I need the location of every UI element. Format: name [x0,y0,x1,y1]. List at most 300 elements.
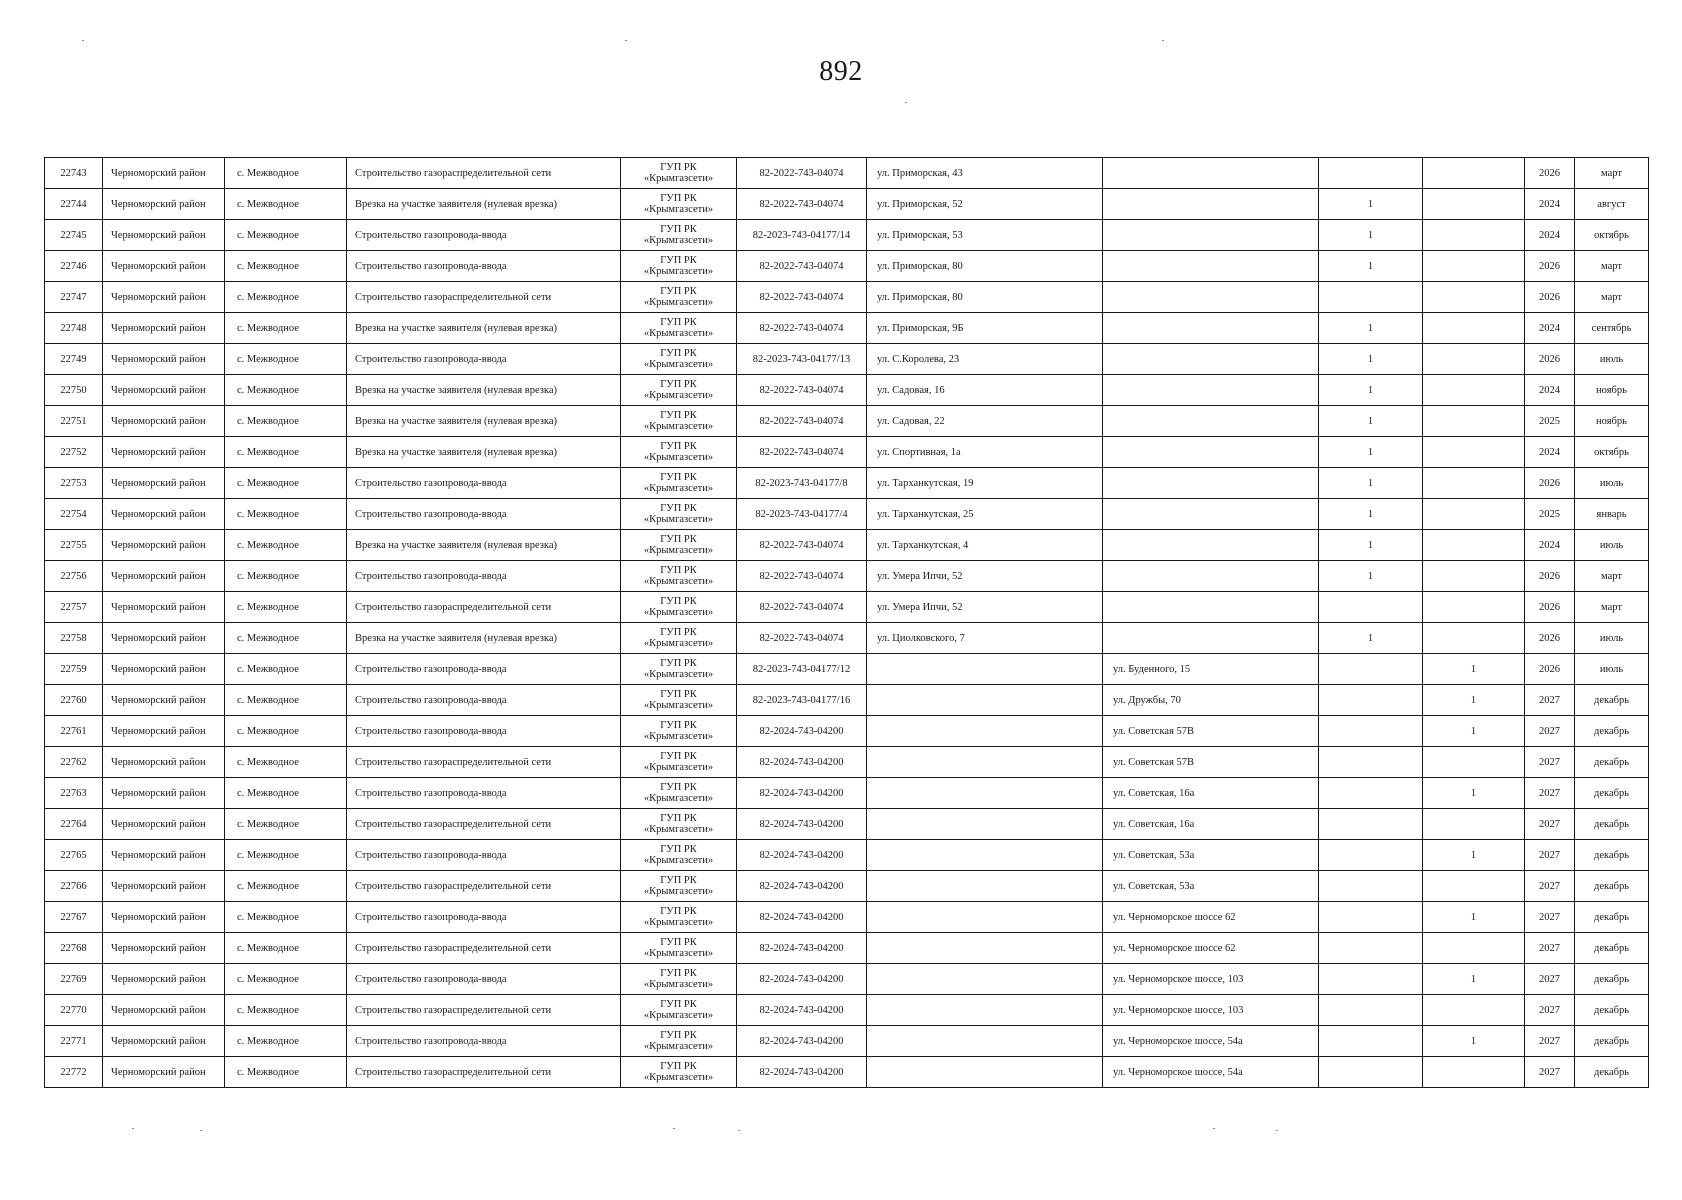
count-alt-cell [1423,220,1525,251]
address-alt-cell [1103,468,1319,499]
organization-name: ГУП РК [660,658,697,669]
count-cell [1319,964,1423,995]
code-cell: 82-2022-743-04074 [737,530,867,561]
year-cell: 2027 [1525,716,1575,747]
district-cell: Черноморский район [103,654,225,685]
settlement-cell: с. Межводное [225,964,347,995]
organization-brand: «Крымгазсети» [643,514,714,525]
month-cell: июль [1575,468,1649,499]
work-type-cell: Врезка на участке заявителя (нулевая врезка) [347,530,621,561]
code-cell: 82-2022-743-04074 [737,313,867,344]
organization-cell [621,344,737,375]
district-cell: Черноморский район [103,437,225,468]
address-alt-cell: ул. Советская, 53а [1103,840,1319,871]
organization-name: ГУП РК [660,1061,697,1072]
district-cell: Черноморский район [103,561,225,592]
organization-cell [621,840,737,871]
organization-cell [621,1026,737,1057]
count-alt-cell: 1 [1423,902,1525,933]
organization-brand: «Крымгазсети» [643,359,714,370]
work-type-cell: Строительство газопровода-ввода [347,251,621,282]
work-type-cell: Строительство газопровода-ввода [347,778,621,809]
address-alt-cell [1103,530,1319,561]
settlement-cell: с. Межводное [225,437,347,468]
address-cell: ул. Тарханкутская, 25 [867,499,1103,530]
organization-brand: «Крымгазсети» [643,1010,714,1021]
organization-cell [621,747,737,778]
district-cell: Черноморский район [103,189,225,220]
row-number: 22745 [45,220,103,251]
code-cell: 82-2024-743-04200 [737,778,867,809]
settlement-cell: с. Межводное [225,995,347,1026]
code-cell: 82-2023-743-04177/14 [737,220,867,251]
settlement-cell: с. Межводное [225,499,347,530]
settlement-cell: с. Межводное [225,406,347,437]
table-row [45,189,1649,220]
address-cell: ул. Умера Ипчи, 52 [867,561,1103,592]
table-row [45,220,1649,251]
month-cell: март [1575,561,1649,592]
settlement-cell: с. Межводное [225,189,347,220]
count-alt-cell: 1 [1423,716,1525,747]
organization-name: ГУП РК [660,906,697,917]
page-number: 892 [819,56,863,87]
address-cell [867,1026,1103,1057]
settlement-cell: с. Межводное [225,840,347,871]
row-number: 22756 [45,561,103,592]
table-row [45,995,1649,1026]
settlement-cell: с. Межводное [225,716,347,747]
table-row [45,561,1649,592]
row-number: 22772 [45,1057,103,1088]
organization-brand: «Крымгазсети» [643,328,714,339]
code-cell: 82-2024-743-04200 [737,747,867,778]
year-cell: 2026 [1525,468,1575,499]
address-cell: ул. Циолковского, 7 [867,623,1103,654]
code-cell: 82-2024-743-04200 [737,871,867,902]
count-cell: 1 [1319,189,1423,220]
organization-brand: «Крымгазсети» [643,948,714,959]
year-cell: 2027 [1525,809,1575,840]
organization-name: ГУП РК [660,410,697,421]
settlement-cell: с. Межводное [225,375,347,406]
month-cell: март [1575,158,1649,189]
count-cell: 1 [1319,468,1423,499]
organization-brand: «Крымгазсети» [643,793,714,804]
count-cell [1319,778,1423,809]
organization-brand: «Крымгазсети» [643,886,714,897]
count-alt-cell: 1 [1423,654,1525,685]
table-row [45,375,1649,406]
work-type-cell: Врезка на участке заявителя (нулевая врезка) [347,189,621,220]
organization-brand: «Крымгазсети» [643,266,714,277]
row-number: 22760 [45,685,103,716]
register-table [44,157,1649,1088]
district-cell: Черноморский район [103,902,225,933]
code-cell: 82-2024-743-04200 [737,809,867,840]
year-cell: 2026 [1525,251,1575,282]
settlement-cell: с. Межводное [225,282,347,313]
organization-name: ГУП РК [660,875,697,886]
month-cell: декабрь [1575,964,1649,995]
code-cell: 82-2024-743-04200 [737,1057,867,1088]
table-row [45,158,1649,189]
year-cell: 2024 [1525,189,1575,220]
organization-cell [621,995,737,1026]
organization-name: ГУП РК [660,286,697,297]
organization-name: ГУП РК [660,224,697,235]
settlement-cell: с. Межводное [225,685,347,716]
year-cell: 2027 [1525,933,1575,964]
count-cell: 1 [1319,406,1423,437]
organization-name: ГУП РК [660,441,697,452]
organization-brand: «Крымгазсети» [643,390,714,401]
count-alt-cell [1423,437,1525,468]
count-cell: 1 [1319,313,1423,344]
organization-cell [621,158,737,189]
code-cell: 82-2024-743-04200 [737,716,867,747]
month-cell: декабрь [1575,840,1649,871]
address-alt-cell [1103,344,1319,375]
settlement-cell: с. Межводное [225,344,347,375]
table-row [45,251,1649,282]
address-cell: ул. Приморская, 80 [867,251,1103,282]
row-number: 22768 [45,933,103,964]
table-row [45,685,1649,716]
month-cell: март [1575,282,1649,313]
year-cell: 2026 [1525,344,1575,375]
organization-cell [621,902,737,933]
month-cell: декабрь [1575,1026,1649,1057]
address-cell: ул. Приморская, 53 [867,220,1103,251]
district-cell: Черноморский район [103,809,225,840]
address-cell [867,933,1103,964]
organization-cell [621,592,737,623]
address-alt-cell: ул. Черноморское шоссе, 103 [1103,995,1319,1026]
row-number: 22753 [45,468,103,499]
year-cell: 2026 [1525,158,1575,189]
address-alt-cell: ул. Черноморское шоссе, 103 [1103,964,1319,995]
count-alt-cell [1423,995,1525,1026]
address-alt-cell [1103,437,1319,468]
address-cell: ул. Тарханкутская, 4 [867,530,1103,561]
settlement-cell: с. Межводное [225,933,347,964]
month-cell: декабрь [1575,778,1649,809]
table-row [45,964,1649,995]
row-number: 22765 [45,840,103,871]
count-cell [1319,809,1423,840]
address-alt-cell [1103,592,1319,623]
address-alt-cell: ул. Советская, 16а [1103,809,1319,840]
count-cell [1319,654,1423,685]
year-cell: 2026 [1525,592,1575,623]
count-cell [1319,158,1423,189]
count-alt-cell [1423,747,1525,778]
organization-brand: «Крымгазсети» [643,917,714,928]
address-cell [867,902,1103,933]
address-alt-cell [1103,406,1319,437]
month-cell: ноябрь [1575,406,1649,437]
settlement-cell: с. Межводное [225,530,347,561]
organization-cell [621,654,737,685]
organization-cell [621,933,737,964]
year-cell: 2027 [1525,778,1575,809]
count-alt-cell [1423,499,1525,530]
organization-cell [621,561,737,592]
count-cell [1319,592,1423,623]
count-cell [1319,716,1423,747]
organization-brand: «Крымгазсети» [643,638,714,649]
row-number: 22758 [45,623,103,654]
work-type-cell: Строительство газопровода-ввода [347,1026,621,1057]
year-cell: 2024 [1525,530,1575,561]
count-cell [1319,1057,1423,1088]
code-cell: 82-2023-743-04177/12 [737,654,867,685]
work-type-cell: Строительство газораспределительной сети [347,933,621,964]
district-cell: Черноморский район [103,871,225,902]
month-cell: июль [1575,654,1649,685]
table-row [45,344,1649,375]
row-number: 22771 [45,1026,103,1057]
organization-cell [621,809,737,840]
organization-cell [621,189,737,220]
address-cell [867,840,1103,871]
year-cell: 2024 [1525,437,1575,468]
district-cell: Черноморский район [103,406,225,437]
table-row [45,654,1649,685]
work-type-cell: Строительство газораспределительной сети [347,747,621,778]
count-alt-cell: 1 [1423,964,1525,995]
organization-name: ГУП РК [660,782,697,793]
row-number: 22743 [45,158,103,189]
work-type-cell: Строительство газопровода-ввода [347,654,621,685]
organization-name: ГУП РК [660,720,697,731]
district-cell: Черноморский район [103,778,225,809]
address-cell: ул. Приморская, 9Б [867,313,1103,344]
month-cell: декабрь [1575,809,1649,840]
settlement-cell: с. Межводное [225,747,347,778]
table-row [45,282,1649,313]
work-type-cell: Строительство газораспределительной сети [347,282,621,313]
organization-brand: «Крымгазсети» [643,421,714,432]
code-cell: 82-2022-743-04074 [737,623,867,654]
organization-name: ГУП РК [660,348,697,359]
year-cell: 2026 [1525,561,1575,592]
row-number: 22752 [45,437,103,468]
work-type-cell: Строительство газораспределительной сети [347,995,621,1026]
table-row [45,623,1649,654]
district-cell: Черноморский район [103,158,225,189]
work-type-cell: Строительство газопровода-ввода [347,685,621,716]
work-type-cell: Врезка на участке заявителя (нулевая врезка) [347,623,621,654]
month-cell: январь [1575,499,1649,530]
work-type-cell: Строительство газопровода-ввода [347,716,621,747]
code-cell: 82-2024-743-04200 [737,995,867,1026]
address-alt-cell [1103,313,1319,344]
row-number: 22748 [45,313,103,344]
district-cell: Черноморский район [103,1026,225,1057]
organization-name: ГУП РК [660,813,697,824]
organization-cell [621,778,737,809]
count-alt-cell [1423,189,1525,220]
settlement-cell: с. Межводное [225,1057,347,1088]
code-cell: 82-2022-743-04074 [737,251,867,282]
address-cell [867,654,1103,685]
organization-brand: «Крымгазсети» [643,297,714,308]
organization-name: ГУП РК [660,317,697,328]
settlement-cell: с. Межводное [225,778,347,809]
table-row [45,592,1649,623]
organization-name: ГУП РК [660,472,697,483]
organization-cell [621,437,737,468]
organization-name: ГУП РК [660,627,697,638]
organization-cell [621,375,737,406]
row-number: 22766 [45,871,103,902]
organization-brand: «Крымгазсети» [643,576,714,587]
row-number: 22746 [45,251,103,282]
year-cell: 2024 [1525,220,1575,251]
organization-cell [621,530,737,561]
year-cell: 2027 [1525,747,1575,778]
count-alt-cell [1423,158,1525,189]
settlement-cell: с. Межводное [225,158,347,189]
year-cell: 2026 [1525,654,1575,685]
work-type-cell: Строительство газораспределительной сети [347,1057,621,1088]
row-number: 22755 [45,530,103,561]
district-cell: Черноморский район [103,468,225,499]
year-cell: 2027 [1525,902,1575,933]
work-type-cell: Врезка на участке заявителя (нулевая врезка) [347,406,621,437]
district-cell: Черноморский район [103,313,225,344]
address-cell: ул. С.Королева, 23 [867,344,1103,375]
work-type-cell: Строительство газопровода-ввода [347,499,621,530]
month-cell: март [1575,251,1649,282]
row-number: 22770 [45,995,103,1026]
count-cell: 1 [1319,530,1423,561]
organization-brand: «Крымгазсети» [643,483,714,494]
count-cell [1319,685,1423,716]
month-cell: октябрь [1575,220,1649,251]
organization-name: ГУП РК [660,162,697,173]
district-cell: Черноморский район [103,375,225,406]
address-cell: ул. Умера Ипчи, 52 [867,592,1103,623]
row-number: 22747 [45,282,103,313]
code-cell: 82-2024-743-04200 [737,840,867,871]
organization-name: ГУП РК [660,565,697,576]
code-cell: 82-2022-743-04074 [737,406,867,437]
code-cell: 82-2022-743-04074 [737,437,867,468]
address-alt-cell: ул. Советская, 16а [1103,778,1319,809]
district-cell: Черноморский район [103,840,225,871]
year-cell: 2027 [1525,840,1575,871]
scan-speck [1276,1130,1278,1131]
work-type-cell: Строительство газопровода-ввода [347,840,621,871]
address-cell: ул. Приморская, 52 [867,189,1103,220]
count-cell: 1 [1319,251,1423,282]
row-number: 22750 [45,375,103,406]
count-cell: 1 [1319,561,1423,592]
settlement-cell: с. Межводное [225,313,347,344]
address-alt-cell: ул. Черноморское шоссе, 54а [1103,1057,1319,1088]
district-cell: Черноморский район [103,685,225,716]
year-cell: 2027 [1525,964,1575,995]
address-cell: ул. Садовая, 16 [867,375,1103,406]
organization-cell [621,499,737,530]
address-alt-cell [1103,561,1319,592]
district-cell: Черноморский район [103,933,225,964]
row-number: 22759 [45,654,103,685]
count-cell [1319,902,1423,933]
table-row [45,499,1649,530]
row-number: 22754 [45,499,103,530]
count-cell [1319,1026,1423,1057]
month-cell: июль [1575,344,1649,375]
count-cell: 1 [1319,375,1423,406]
organization-cell [621,623,737,654]
organization-cell [621,871,737,902]
table-row [45,778,1649,809]
organization-name: ГУП РК [660,751,697,762]
table-row [45,871,1649,902]
count-alt-cell [1423,468,1525,499]
address-cell [867,1057,1103,1088]
settlement-cell: с. Межводное [225,1026,347,1057]
year-cell: 2025 [1525,499,1575,530]
year-cell: 2024 [1525,375,1575,406]
month-cell: сентябрь [1575,313,1649,344]
count-alt-cell: 1 [1423,685,1525,716]
organization-name: ГУП РК [660,596,697,607]
district-cell: Черноморский район [103,964,225,995]
address-alt-cell: ул. Дружбы, 70 [1103,685,1319,716]
address-alt-cell: ул. Черноморское шоссе, 54а [1103,1026,1319,1057]
district-cell: Черноморский район [103,1057,225,1088]
work-type-cell: Строительство газопровода-ввода [347,964,621,995]
code-cell: 82-2022-743-04074 [737,375,867,406]
count-cell: 1 [1319,344,1423,375]
organization-brand: «Крымгазсети» [643,669,714,680]
row-number: 22757 [45,592,103,623]
organization-brand: «Крымгазсети» [643,607,714,618]
organization-brand: «Крымгазсети» [643,979,714,990]
year-cell: 2027 [1525,685,1575,716]
organization-cell [621,716,737,747]
settlement-cell: с. Межводное [225,561,347,592]
organization-brand: «Крымгазсети» [643,452,714,463]
district-cell: Черноморский район [103,623,225,654]
table-row [45,406,1649,437]
table-row [45,468,1649,499]
scan-speck [738,1130,740,1131]
count-alt-cell [1423,406,1525,437]
count-cell: 1 [1319,499,1423,530]
table-row [45,1026,1649,1057]
address-cell: ул. Спортивная, 1а [867,437,1103,468]
month-cell: март [1575,592,1649,623]
month-cell: август [1575,189,1649,220]
organization-brand: «Крымгазсети» [643,762,714,773]
organization-cell [621,685,737,716]
year-cell: 2027 [1525,1057,1575,1088]
address-alt-cell [1103,623,1319,654]
table-row [45,716,1649,747]
organization-cell [621,468,737,499]
address-alt-cell [1103,158,1319,189]
district-cell: Черноморский район [103,220,225,251]
address-cell [867,964,1103,995]
count-alt-cell: 1 [1423,1026,1525,1057]
month-cell: октябрь [1575,437,1649,468]
